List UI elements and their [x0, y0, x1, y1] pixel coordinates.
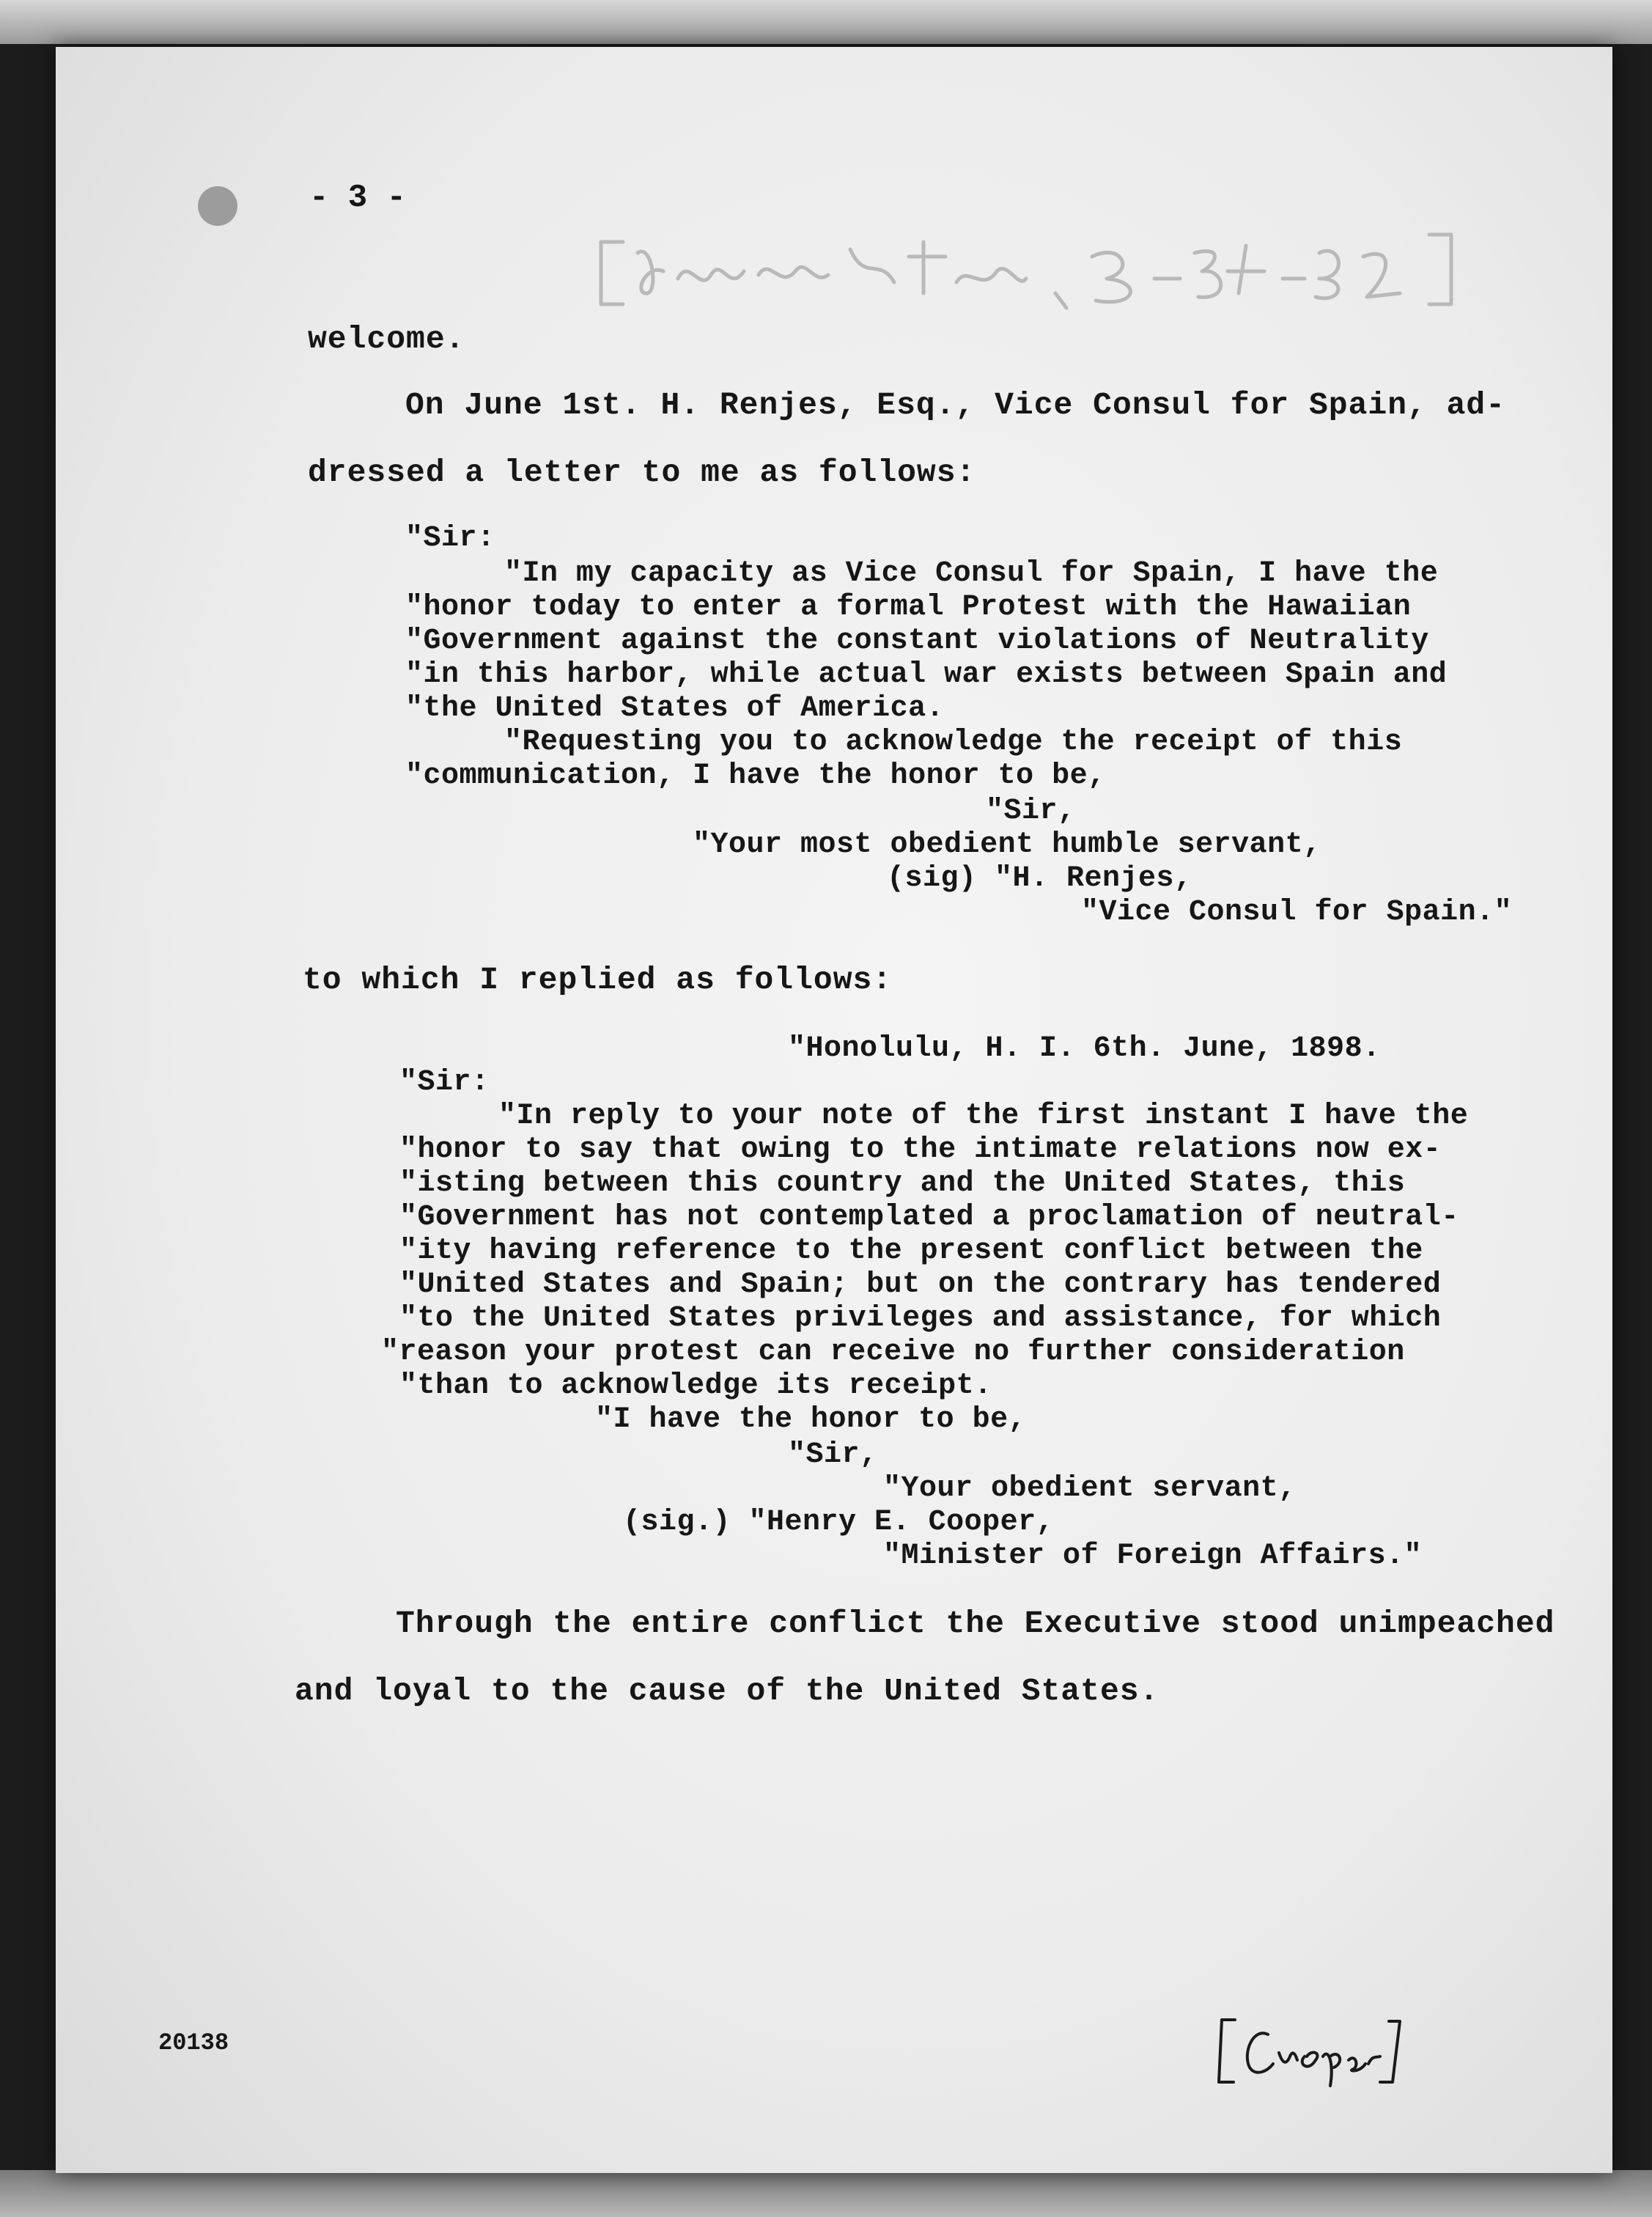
conclusion-line-2: and loyal to the cause of the United States. — [295, 1673, 1159, 1709]
film-border-bottom — [0, 2170, 1652, 2217]
conclusion-line-1: Through the entire conflict the Executive stood unimpeached — [396, 1606, 1555, 1641]
transition-line: to which I replied as follows: — [303, 962, 893, 998]
letter2-salutation: "Sir: — [399, 1066, 490, 1099]
file-number: 20138 — [158, 2029, 229, 2056]
letter2-line-4: "Government has not contemplated a proclamation of neutral- — [399, 1201, 1459, 1234]
intro-line-2: dressed a letter to me as follows: — [308, 455, 976, 490]
letter2-line-9: "than to acknowledge its receipt. — [399, 1369, 992, 1402]
letter2-line-7: "to the United States privileges and assistance, for which — [399, 1302, 1442, 1335]
letter2-signature: (sig.) "Henry E. Cooper, — [623, 1506, 1055, 1539]
letter1-line-4: "in this harbor, while actual war exists between Spain and — [405, 658, 1448, 691]
letter2-line-5: "ity having reference to the present conflict between the — [399, 1235, 1423, 1268]
letter1-signature: (sig) "H. Renjes, — [887, 862, 1192, 895]
letter1-title: "Vice Consul for Spain." — [1081, 896, 1513, 929]
letter1-line-2: "honor today to enter a formal Protest with the Hawaiian — [405, 591, 1412, 624]
cooper-signature — [1213, 2012, 1404, 2093]
letter2-closing-sir: "Sir, — [788, 1438, 878, 1471]
letter2-line-10: "I have the honor to be, — [595, 1403, 1027, 1436]
letter1-closing-servant: "Your most obedient humble servant, — [693, 828, 1321, 861]
page-number: - 3 - — [309, 180, 407, 216]
letter2-line-2: "honor to say that owing to the intimate relations now ex- — [399, 1133, 1442, 1166]
letter2-line-6: "United States and Spain; but on the contrary has tendered — [399, 1268, 1442, 1301]
letter1-line-6: "Requesting you to acknowledge the receipt of this — [504, 726, 1403, 759]
letter1-closing-sir: "Sir, — [986, 795, 1076, 828]
letter1-line-1: "In my capacity as Vice Consul for Spain, I have the — [504, 557, 1439, 590]
punch-hole — [198, 186, 237, 226]
letter2-line-3: "isting between this country and the United States, this — [399, 1167, 1406, 1200]
letter2-dateline: "Honolulu, H. I. 6th. June, 1898. — [788, 1032, 1381, 1065]
letter1-salutation: "Sir: — [405, 522, 495, 555]
intro-line-1: On June 1st. H. Renjes, Esq., Vice Consul for Spain, ad- — [405, 387, 1506, 423]
letter2-line-8: "reason your protest can receive no further consideration — [381, 1336, 1405, 1369]
letter2-closing-servant: "Your obedient servant, — [883, 1472, 1297, 1505]
letter2-title: "Minister of Foreign Affairs." — [883, 1540, 1423, 1573]
letter1-line-5: "the United States of America. — [405, 692, 945, 725]
opening-word: welcome. — [308, 321, 465, 357]
letter1-line-7: "communication, I have the honor to be, — [405, 760, 1106, 793]
film-border-top — [0, 0, 1652, 44]
letter2-line-1: "In reply to your note of the first instant I have the — [498, 1100, 1469, 1133]
pencil-annotation — [579, 213, 1495, 330]
letter1-line-3: "Government against the constant violations of Neutrality — [405, 625, 1429, 658]
